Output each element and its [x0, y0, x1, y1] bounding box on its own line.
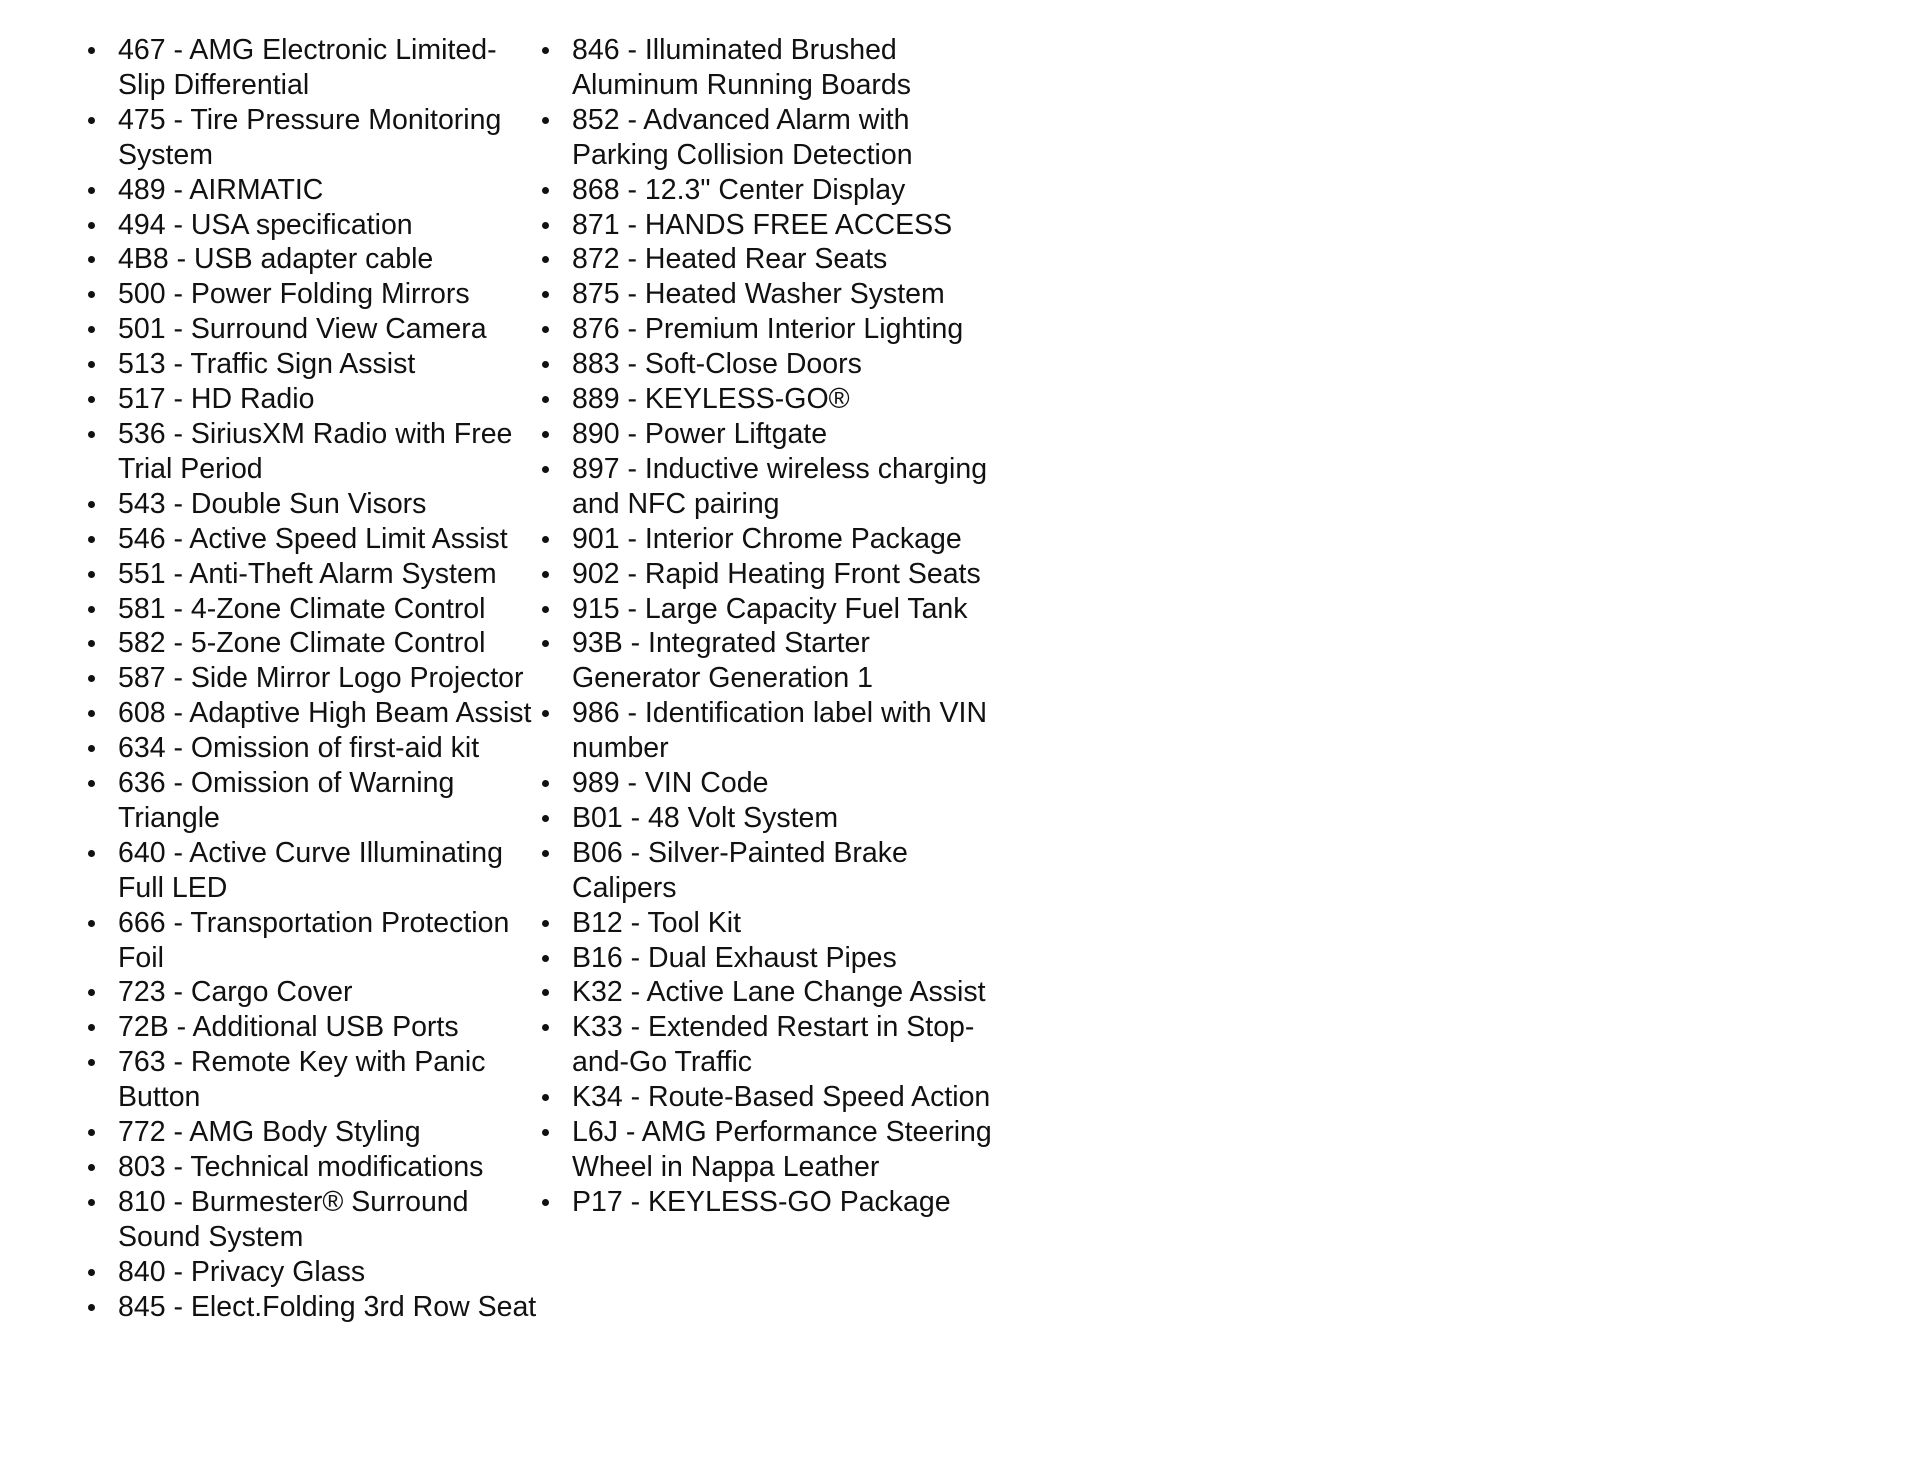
bullet-icon [542, 815, 549, 822]
bullet-icon [542, 1024, 549, 1031]
option-text: 494 - USA specification [118, 208, 413, 241]
option-text: 852 - Advanced Alarm with Parking Collision Detection [572, 103, 913, 171]
list-item [572, 696, 1002, 766]
option-text: K34 - Route-Based Speed Action [572, 1081, 991, 1114]
option-text: 846 - Illuminated Brushed Aluminum Running Boards [572, 34, 912, 101]
list-item [572, 277, 1002, 312]
list-item [118, 696, 538, 731]
option-text: 636 - Omission of Warning Triangle [118, 767, 455, 834]
list-item [572, 626, 1002, 696]
option-text: 640 - Active Curve Illuminating Full LED [118, 836, 503, 904]
list-item [118, 312, 538, 347]
list-item [118, 522, 538, 557]
bullet-icon [542, 955, 549, 962]
list-item [572, 417, 1002, 452]
option-text: K32 - Active Lane Change Assist [572, 976, 986, 1009]
bullet-icon [88, 780, 95, 787]
option-text: 467 - AMG Electronic Limited-Slip Differential [118, 34, 497, 101]
list-item [118, 731, 538, 766]
bullet-icon [88, 571, 95, 578]
list-item [572, 975, 1002, 1010]
list-item [572, 836, 1002, 906]
option-text: 501 - Surround View Camera [118, 313, 487, 346]
list-item [572, 103, 1002, 173]
bullet-icon [542, 1199, 549, 1206]
bullet-icon [88, 326, 95, 333]
option-text: 723 - Cargo Cover [118, 976, 353, 1009]
option-text: 840 - Privacy Glass [118, 1255, 366, 1288]
bullet-icon [542, 326, 549, 333]
list-item [118, 592, 538, 627]
list-item [118, 906, 538, 976]
option-text: 4B8 - USB adapter cable [118, 243, 434, 276]
list-item [118, 382, 538, 417]
list-item [118, 33, 538, 103]
bullet-icon [542, 710, 549, 717]
bullet-icon [88, 361, 95, 368]
bullet-icon [542, 431, 549, 438]
option-text: 634 - Omission of first-aid kit [118, 732, 480, 765]
list-item [118, 626, 538, 661]
option-text: 546 - Active Speed Limit Assist [118, 522, 508, 555]
bullet-icon [88, 606, 95, 613]
list-item [118, 661, 538, 696]
option-text: 868 - 12.3" Center Display [572, 173, 906, 206]
bullet-icon [542, 47, 549, 54]
option-text: 763 - Remote Key with Panic Button [118, 1046, 486, 1114]
bullet-icon [88, 920, 95, 927]
list-item [118, 417, 538, 487]
list-item [118, 557, 538, 592]
option-text: 875 - Heated Washer System [572, 278, 945, 311]
option-text: 543 - Double Sun Visors [118, 487, 427, 520]
bullet-icon [542, 640, 549, 647]
list-item [572, 242, 1002, 277]
list-item [118, 1045, 538, 1115]
bullet-icon [88, 1269, 95, 1276]
list-item [118, 173, 538, 208]
options-list-right [572, 33, 1002, 1220]
bullet-icon [542, 1094, 549, 1101]
list-item [572, 1080, 1002, 1115]
list-item [118, 1150, 538, 1185]
options-list-left [118, 33, 538, 1325]
option-text: 513 - Traffic Sign Assist [118, 348, 416, 381]
list-item [118, 277, 538, 312]
list-item [118, 242, 538, 277]
bullet-icon [542, 989, 549, 996]
bullet-icon [88, 1304, 95, 1311]
option-text: 803 - Technical modifications [118, 1151, 484, 1183]
list-item [118, 836, 538, 906]
bullet-icon [542, 536, 549, 543]
bullet-icon [88, 1129, 95, 1136]
option-text: B06 - Silver-Painted Brake Calipers [572, 836, 908, 904]
bullet-icon [542, 256, 549, 263]
bullet-icon [542, 117, 549, 124]
bullet-icon [88, 710, 95, 717]
bullet-icon [88, 745, 95, 752]
option-text: 876 - Premium Interior Lighting [572, 313, 964, 346]
option-text: 915 - Large Capacity Fuel Tank [572, 592, 968, 625]
list-item [118, 975, 538, 1010]
bullet-icon [88, 989, 95, 996]
bullet-icon [88, 536, 95, 543]
bullet-icon [542, 606, 549, 613]
list-item [572, 557, 1002, 592]
option-text: 810 - Burmester® Surround Sound System [118, 1185, 469, 1253]
option-text: B01 - 48 Volt System [572, 801, 839, 834]
list-item [118, 766, 538, 836]
list-item [118, 1255, 538, 1290]
list-item [572, 592, 1002, 627]
bullet-icon [88, 291, 95, 298]
list-item [572, 941, 1002, 976]
option-text: 889 - KEYLESS-GO® [572, 383, 850, 416]
list-item [572, 208, 1002, 243]
list-item [572, 173, 1002, 208]
bullet-icon [88, 222, 95, 229]
option-text: 489 - AIRMATIC [118, 173, 324, 206]
list-item [572, 906, 1002, 941]
bullet-icon [88, 1164, 95, 1171]
list-item [572, 1010, 1002, 1080]
bullet-icon [542, 396, 549, 403]
bullet-icon [88, 501, 95, 508]
option-text: K33 - Extended Restart in Stop-and-Go Traffic [572, 1011, 975, 1079]
list-item [572, 766, 1002, 801]
option-text: B16 - Dual Exhaust Pipes [572, 941, 897, 974]
option-text: 772 - AMG Body Styling [118, 1116, 421, 1149]
bullet-icon [88, 640, 95, 647]
list-item [118, 1115, 538, 1150]
list-item [572, 1115, 1002, 1185]
bullet-icon [88, 850, 95, 857]
bullet-icon [88, 396, 95, 403]
option-text: L6J - AMG Performance Steering Wheel in Nappa Leather [572, 1116, 992, 1183]
bullet-icon [88, 1199, 95, 1206]
option-text: 536 - SiriusXM Radio with Free Trial Period [118, 417, 513, 485]
bullet-icon [88, 256, 95, 263]
option-text: 986 - Identification label with VIN number [572, 697, 988, 765]
list-item [572, 33, 1002, 103]
option-text: 500 - Power Folding Mirrors [118, 278, 470, 311]
option-text: P17 - KEYLESS-GO Package [572, 1185, 951, 1218]
option-text: 72B - Additional USB Ports [118, 1011, 459, 1044]
bullet-icon [88, 431, 95, 438]
option-text: 581 - 4-Zone Climate Control [118, 592, 486, 625]
option-text: 890 - Power Liftgate [572, 417, 828, 450]
list-item [572, 452, 1002, 522]
option-text: 845 - Elect.Folding 3rd Row Seat [118, 1290, 537, 1323]
option-text: 902 - Rapid Heating Front Seats [572, 557, 981, 590]
option-text: 93B - Integrated Starter Generator Generation 1 [572, 627, 874, 695]
bullet-icon [88, 1059, 95, 1066]
option-text: 897 - Inductive wireless charging and NFC pairing [572, 452, 988, 520]
option-text: 666 - Transportation Protection Foil [118, 906, 510, 974]
bullet-icon [88, 117, 95, 124]
list-item [572, 1185, 1002, 1220]
bullet-icon [88, 47, 95, 54]
bullet-icon [542, 187, 549, 194]
list-item [118, 347, 538, 382]
option-text: 883 - Soft-Close Doors [572, 348, 862, 381]
list-item [118, 487, 538, 522]
bullet-icon [542, 291, 549, 298]
option-text: 587 - Side Mirror Logo Projector [118, 662, 524, 695]
option-text: 475 - Tire Pressure Monitoring System [118, 103, 502, 171]
bullet-icon [542, 222, 549, 229]
bullet-icon [542, 920, 549, 927]
bullet-icon [542, 466, 549, 473]
option-text: 989 - VIN Code [572, 767, 769, 800]
option-text: 872 - Heated Rear Seats [572, 243, 888, 276]
option-text: 608 - Adaptive High Beam Assist [118, 697, 532, 730]
list-item [118, 1290, 538, 1325]
option-text: 582 - 5-Zone Climate Control [118, 627, 486, 660]
option-text: 871 - HANDS FREE ACCESS [572, 208, 953, 241]
bullet-icon [542, 850, 549, 857]
list-item [572, 522, 1002, 557]
list-item [572, 801, 1002, 836]
list-item [572, 382, 1002, 417]
list-item [118, 103, 538, 173]
bullet-icon [542, 780, 549, 787]
bullet-icon [88, 675, 95, 682]
bullet-icon [88, 1024, 95, 1031]
bullet-icon [542, 361, 549, 368]
bullet-icon [542, 571, 549, 578]
bullet-icon [542, 1129, 549, 1136]
option-text: 901 - Interior Chrome Package [572, 522, 962, 555]
list-item [118, 208, 538, 243]
bullet-icon [88, 187, 95, 194]
list-item [118, 1010, 538, 1045]
option-text: 551 - Anti-Theft Alarm System [118, 557, 497, 590]
option-text: 517 - HD Radio [118, 383, 315, 416]
list-item [572, 312, 1002, 347]
list-item [118, 1185, 538, 1255]
list-item [572, 347, 1002, 382]
option-text: B12 - Tool Kit [572, 906, 741, 939]
